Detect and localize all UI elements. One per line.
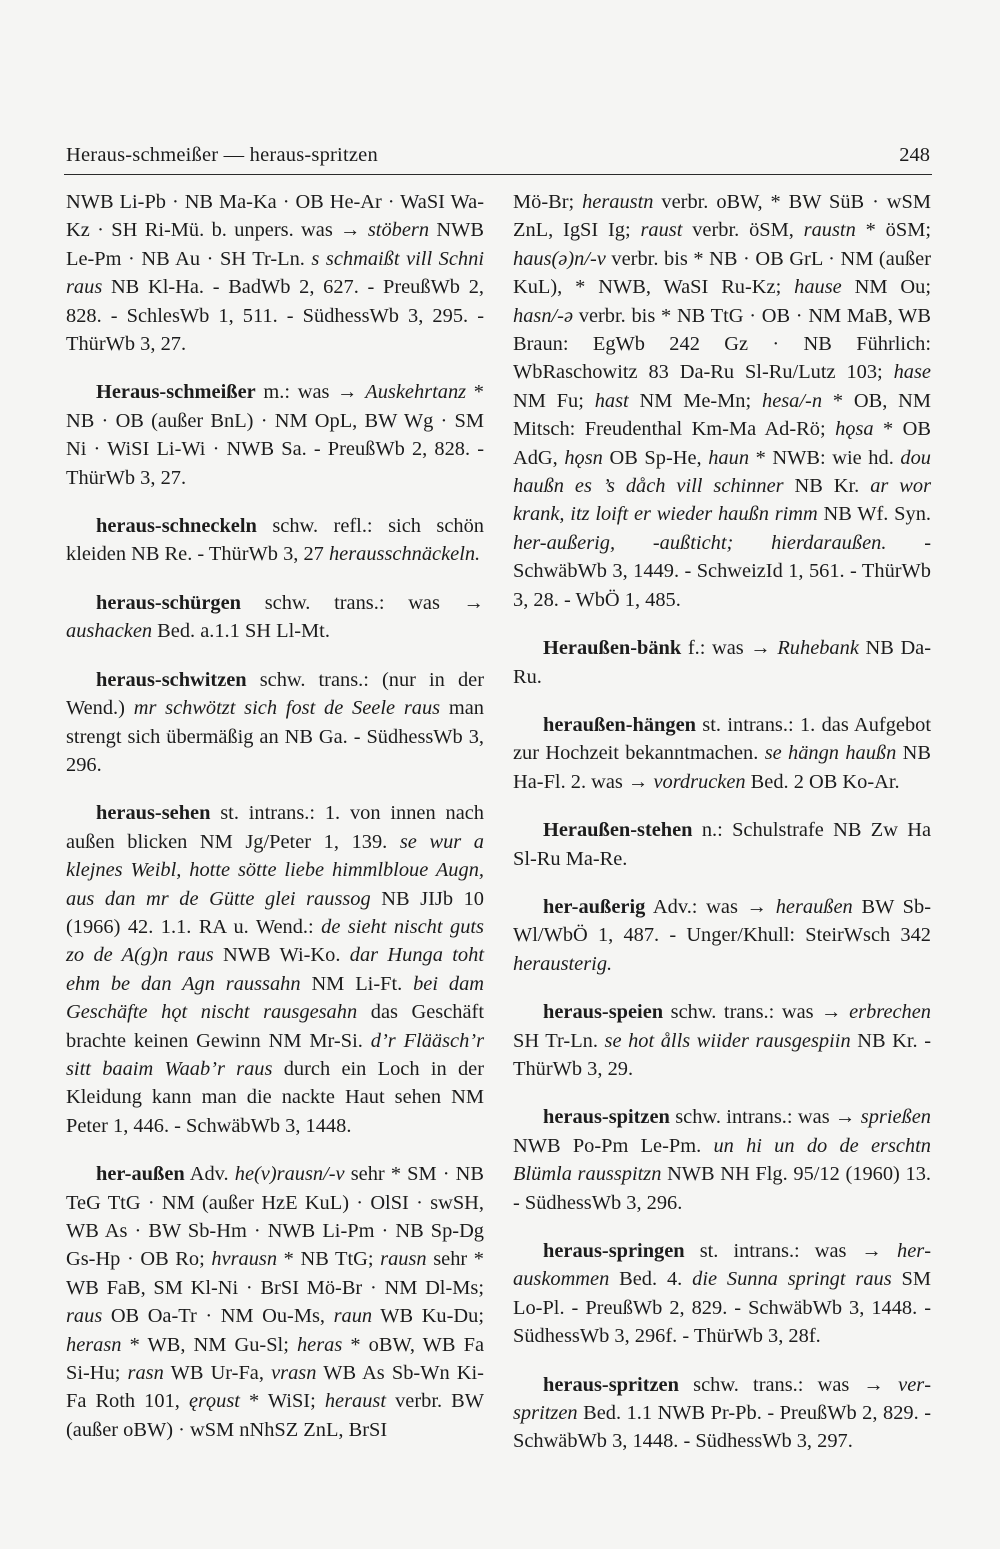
running-head (64, 144, 932, 175)
entry-lemma: heraus-schneckeln (96, 515, 257, 538)
dictionary-entry (513, 1371, 931, 1456)
entry-text: schw. trans.: (nur in der Wend.) (66, 668, 484, 720)
entry-lemma: heraus-schwitzen (96, 668, 247, 691)
entry-text: schw. refl.: sich schön kleiden NB Re. - ThürWb 3, 27 (66, 515, 484, 566)
entry-body (513, 191, 931, 611)
entry-italic-text: he(v)rausn/-v (234, 1163, 345, 1186)
entry-text: Bed. a.1.1 SH Ll-Mt. (152, 620, 330, 643)
entry-text: verbr. bis * NB · OB GrL · NM (außer KuL), * NWB, WaSI Ru-Kz; (513, 247, 931, 299)
entry-lemma: heraus-speien (543, 1001, 664, 1024)
entry-text: unpers. was → (226, 219, 368, 242)
entry-italic-text: rasn (127, 1362, 164, 1385)
dictionary-entry (513, 188, 931, 614)
entry-italic-text: se hot ålls wiider rausgespiin (604, 1029, 851, 1052)
entry-text: NB Da-Ru. (513, 637, 932, 688)
entry-text: Adv. (184, 1163, 235, 1186)
entry-text: * OB, NM Mitsch: Freudenthal Km-Ma Ad-Rö; (513, 389, 931, 441)
entry-lemma: her-außen (96, 1163, 185, 1186)
entry-text: verbr. oBW, * BW SüB · wSM ZnL, IgSI Ig; (513, 191, 931, 242)
entry-text: Bed. 4. (609, 1268, 693, 1291)
entry-text: Mö-Br; (513, 191, 583, 213)
entry-italic-text: sprießen (860, 1106, 931, 1129)
entry-italic-text: haun (708, 446, 750, 469)
entry-text: NB Kl-Ha. - BadWb 2, 627. - PreußWb 2, 828. - SchlesWb 1, 511. - SüdhessWb 3, 295. - ThürWb 3, 27. (66, 276, 484, 356)
entry-text: WB As Sb-Wn Ki-Fa Roth 101, (66, 1362, 484, 1413)
entry-italic-text: de sieht nischt guts zo de A(g)n raus (66, 915, 484, 967)
entry-text: * NB · OB (außer BnL) · NM OpL, BW Wg · SM Ni · WiSI Li-Wi · NWB Sa. - PreußWb 2, 828. - ThürWb 3, 27. (66, 381, 484, 489)
entry-italic-text: hǫsa (835, 418, 874, 441)
entry-italic-text: herauskommen (513, 1240, 931, 1291)
entry-text: b. (211, 219, 227, 242)
entry-italic-text: raustn (803, 219, 856, 242)
entry-text: Bed. 1.1 NWB Pr-Pb. - PreußWb 2, 829. - SchwäbWb 3, 1448. - SüdhessWb 3, 297. (513, 1402, 931, 1453)
entry-text: das Geschäft brachte keinen Gewinn NM Mr-Si. (66, 1001, 484, 1052)
entry-text: NM Ou; (841, 276, 932, 299)
entry-text: st. intrans.: was → (684, 1240, 898, 1262)
entry-text: * WiSI; (239, 1390, 325, 1413)
entry-text: WB Ur-Fa, (163, 1362, 272, 1385)
dictionary-entry (66, 188, 484, 358)
entry-text: NWB Le-Pm · NB Au · SH Tr-Ln. (66, 219, 484, 270)
entry-lemma: Heraußen-stehen (543, 819, 693, 842)
entry-text: schw. intrans.: was → (669, 1106, 861, 1129)
entry-italic-text: heraustn (582, 191, 654, 213)
entry-text: sehr * SM · NB TeG TtG · NM (außer HzE KuL) · OlSI · swSH, WB As · BW Sb-Hm · NWB Li-Pm · NB Sp-Dg Gs-Hp · OB Ro; (66, 1163, 484, 1271)
entry-text: NB Kr. (783, 475, 871, 498)
entry-italic-text: hast (594, 389, 629, 412)
entry-text: NWB Wi-Ko. (213, 944, 350, 967)
entry-text: NWB NH Flg. 95/12 (1960) 13. - SüdhessWb 3, 296. (513, 1163, 931, 1214)
entry-italic-text: mr schwötzt sich fost de Seele raus (133, 697, 441, 720)
entry-text: SM Lo-Pl. - PreußWb 2, 829. - SchwäbWb 3, 1448. - SüdhessWb 3, 296f. - ThürWb 3, 28f. (513, 1268, 932, 1348)
entry-body (66, 802, 484, 1136)
entry-text: OB Oa-Tr · NM Ou-Ms, (102, 1305, 334, 1328)
left-column (66, 188, 484, 1464)
entry-italic-text: hause (794, 276, 842, 299)
entry-italic-text: heras (296, 1333, 343, 1356)
entry-body (66, 191, 484, 355)
entry-italic-text: vordrucken (653, 770, 746, 793)
entry-italic-text: dar Hunga toht ehm be dan Agn raussahn (66, 944, 484, 995)
entry-text: * NB TtG; (277, 1248, 381, 1271)
entry-italic-text: hvrausn (211, 1248, 278, 1271)
entry-italic-text: dou haußn es ’s dåch vill schinner (513, 446, 931, 498)
entry-italic-text: aushacken (66, 620, 153, 643)
running-head-title: Heraus-schmeißer — heraus-spritzen (66, 144, 378, 166)
entry-text: * oBW, WB Fa Si-Hu; (66, 1333, 484, 1385)
entry-italic-text: herausschnäckeln. (328, 543, 481, 566)
entry-italic-text: haus(ə)n/-v (513, 247, 606, 270)
entry-text: - SchwäbWb 3, 1449. - SchweizId 1, 561. - ThürWb 3, 28. - WbÖ 1, 485. (513, 531, 931, 611)
entry-italic-text: hesa/-n (762, 389, 823, 412)
entry-text: Bed. 2 OB Ko-Ar. (745, 770, 900, 793)
entry-text: st. intrans.: 1. von innen nach außen blicken NM Jg/Peter 1, 139. (66, 802, 484, 853)
entry-italic-text: verspritzen (513, 1373, 931, 1425)
entry-text: WB Ku-Du; (372, 1305, 484, 1328)
dictionary-entry (513, 998, 931, 1083)
entry-text: schw. trans.: was → (663, 1001, 850, 1024)
entry-lemma: heraus-spritzen (543, 1373, 679, 1396)
entry-text: n.: Schulstrafe NB Zw Ha Sl-Ru Ma-Re. (513, 819, 931, 870)
entry-text: * OB AdG, (513, 418, 931, 469)
entry-text: man strengt sich übermäßig an NB Ga. - SüdhessWb 3, 296. (66, 697, 484, 776)
entry-text: * öSM; (855, 219, 931, 242)
entry-text: durch ein Loch in der Kleidung kann man die nackte Haut sehen NM Peter 1, 446. - SchwäbWb 3, 1448. (66, 1057, 484, 1137)
entry-text: * NWB: wie hd. (749, 446, 901, 469)
entry-italic-text: d’r Flääsch’r sitt baaim Waab’r raus (66, 1029, 485, 1080)
entry-italic-text: un hi un do de erschtn Blümla rausspitzn (513, 1134, 931, 1186)
dictionary-entry (66, 799, 484, 1140)
entry-italic-text: heraußen (775, 895, 853, 918)
dictionary-entry (66, 666, 484, 780)
entry-italic-text: herausterig. (513, 952, 613, 975)
entry-italic-text: stöbern (367, 219, 430, 242)
entry-italic-text: bei dam Geschäfte hǫt nischt rausgesahn (66, 972, 484, 1024)
entry-italic-text: her-außerig, -außticht; hierdaraußen. (513, 531, 887, 554)
dictionary-entry (66, 378, 484, 492)
entry-lemma: Heraus-schmeißer (96, 381, 256, 404)
entry-italic-text: herasn (66, 1333, 122, 1356)
dictionary-entry (66, 512, 484, 569)
entry-text: OB Sp-He, (602, 446, 709, 469)
entry-text: verbr. BW (außer oBW) · wSM nNhSZ ZnL, BrSI (66, 1390, 484, 1441)
entry-text: NB Ha-Fl. 2. was → (513, 742, 931, 793)
entry-text: schw. trans.: was → (241, 591, 484, 614)
entry-text: NWB Li-Pb · NB Ma-Ka · OB He-Ar · WaSI Wa-Kz · SH Ri-Mü. (66, 191, 484, 242)
dictionary-entry (513, 711, 931, 796)
entry-text: Adv.: was → (645, 895, 776, 918)
entry-text: verbr. bis * NB TtG · OB · NM MaB, WB Braun: EgWb 242 Gz · NB Führlich: WbRaschowitz 83 Da-Ru Sl-Ru/Lutz 103; (513, 304, 931, 384)
entry-text: NM Me-Mn; (628, 389, 762, 412)
entry-lemma: heraus-spitzen (543, 1106, 670, 1129)
entry-text: NM Li-Ft. (300, 972, 414, 995)
entry-italic-text: raus (66, 1305, 103, 1328)
entry-lemma: heraus-sehen (96, 802, 211, 825)
entry-text: f.: was → (681, 637, 778, 660)
entry-italic-text: ar wor krank, itz loift er wieder haußn rimm (513, 475, 932, 526)
dictionary-entry (513, 893, 931, 978)
entry-italic-text: erbrechen (849, 1001, 931, 1024)
entry-text: m.: was → (255, 381, 366, 404)
entry-text: verbr. öSM, (682, 219, 804, 242)
dictionary-entry (66, 1160, 484, 1444)
entry-lemma: her-außerig (543, 895, 646, 918)
entry-lemma: heraus-springen (543, 1240, 685, 1262)
entry-italic-text: raun (333, 1305, 373, 1328)
entry-italic-text: se hängn haußn (764, 742, 897, 765)
dictionary-entry (513, 1103, 931, 1217)
entry-italic-text: vrasn (271, 1362, 317, 1385)
entry-text: NM Fu; (513, 389, 595, 412)
entry-text: NB Kr. - ThürWb 3, 29. (513, 1029, 931, 1080)
dictionary-entry (513, 816, 931, 873)
entry-italic-text: s schmaißt vill Schni raus (66, 247, 484, 299)
entry-italic-text: hase (893, 361, 931, 384)
dictionary-entry (513, 1237, 931, 1351)
entry-text: NB JIJb 10 (1966) 42. 1.1. RA u. Wend.: (66, 887, 484, 938)
entry-italic-text: rausn (380, 1248, 427, 1271)
page-number: 248 (899, 144, 930, 166)
dictionary-entry (513, 634, 931, 691)
entry-italic-text: heraust (324, 1390, 387, 1413)
entry-text: schw. trans.: was → (678, 1373, 899, 1396)
entry-italic-text: die Sunna springt raus (692, 1268, 892, 1291)
entry-italic-text: Ruhebank (777, 637, 859, 660)
entry-text: sehr * WB FaB, SM Kl-Ni · BrSI Mö-Br · NM Dl-Ms; (66, 1248, 484, 1299)
entry-text: BW Sb-Wl/WbÖ 1, 487. - Unger/Khull: SteirWsch 342 (513, 895, 931, 947)
entry-lemma: heraus-schürgen (96, 591, 242, 614)
entry-text: * WB, NM Gu-Sl; (121, 1333, 297, 1356)
entry-italic-text: hǫsn (564, 446, 603, 469)
right-column (513, 188, 931, 1476)
entry-body (66, 1163, 484, 1441)
entry-lemma: Heraußen-bänk (543, 637, 682, 660)
entry-italic-text: Auskehrtanz (365, 381, 467, 404)
entry-lemma: heraußen-hängen (543, 713, 696, 736)
entry-text: NWB Po-Pm Le-Pm. (513, 1134, 714, 1157)
entry-italic-text: se wur a klejnes Weibl, hotte sötte liebe himmlbloue Augn, aus dan mr de Gütte glei raussog (66, 830, 484, 910)
entry-italic-text: raust (640, 219, 683, 242)
entry-text: SH Tr-Ln. (513, 1029, 605, 1052)
entry-italic-text: hasn/-ə (513, 304, 574, 327)
entry-text: NB Wf. Syn. (817, 503, 931, 526)
entry-italic-text: ęrǫust (188, 1390, 240, 1413)
dictionary-entry (66, 589, 484, 646)
entry-text: st. intrans.: 1. das Aufgebot zur Hochzeit bekanntmachen. (513, 713, 931, 765)
